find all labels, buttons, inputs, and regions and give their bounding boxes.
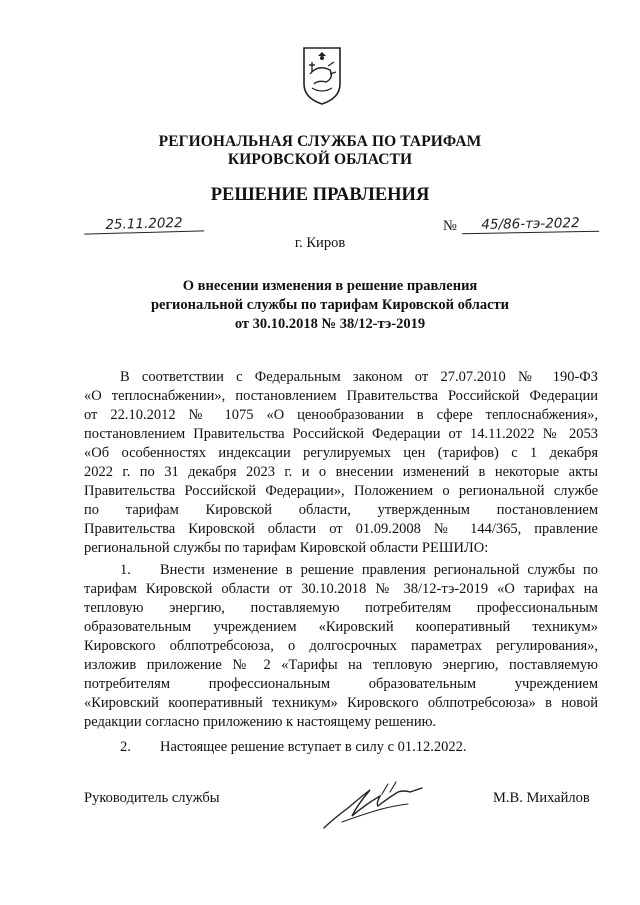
paragraph-line: Правительства Кировской области от 01.09.2008 № 144/365, правление [84, 521, 598, 537]
city: г. Киров [294, 235, 346, 251]
list-item-line: Настоящее решение вступает в силу с 01.12.2022. [160, 739, 467, 755]
list-item-line: Кировского облпотребсоюза, о долгосрочных параметрах регулирования», [84, 638, 598, 654]
signatory-name: М.В. Михайлов [493, 790, 590, 806]
list-item-line: потребителям профессиональным образовательным учреждением [84, 676, 598, 692]
paragraph-line: от 22.10.2012 № 1075 «О ценообразовании в сфере теплоснабжения», [84, 407, 598, 423]
paragraph-line: «Об особенностях индексации регулируемых цен (тарифов) с 1 декабря [84, 445, 598, 461]
paragraph-line: региональной службы по тарифам Кировской области РЕШИЛО: [84, 540, 489, 556]
number-sign: № [443, 218, 457, 234]
list-item-line: образовательным учреждением «Кировский кооперативный техникум» [84, 619, 598, 635]
title-line1: О внесении изменения в решение правления [182, 278, 478, 294]
paragraph-line: 2022 г. по 31 декабря 2023 г. и о внесении изменений в некоторые акты [84, 464, 598, 480]
handwritten-signature [318, 780, 428, 832]
paragraph-line: Правительства Российской Федерации», Положением о региональной службе [84, 483, 598, 499]
list-item-number: 1. [120, 562, 131, 578]
list-item-line: Внести изменение в решение правления региональной службы по [160, 562, 598, 578]
handwritten-date: 25.11.2022 [84, 214, 204, 234]
organization-name-line2: КИРОВСКОЙ ОБЛАСТИ [227, 151, 413, 168]
signatory-position: Руководитель службы [84, 790, 220, 806]
list-item-number: 2. [120, 739, 131, 755]
organization-name-line1: РЕГИОНАЛЬНАЯ СЛУЖБА ПО ТАРИФАМ [158, 133, 482, 150]
list-item-line: изложив приложение № 2 «Тарифы на тепловую энергию, поставляемую [84, 657, 598, 673]
paragraph-line: В соответствии с Федеральным законом от 27.07.2010 № 190-ФЗ [120, 369, 598, 385]
kirov-coat-of-arms-icon [300, 44, 344, 106]
list-item-line: редакции согласно приложению к настоящему решению. [84, 714, 437, 730]
paragraph-line: постановлением Правительства Российской Федерации от 14.11.2022 № 2053 [84, 426, 598, 442]
list-item-line: тепловую энергию, поставляемую потребителям профессиональным [84, 600, 598, 616]
title-line3: от 30.10.2018 № 38/12-тэ-2019 [234, 316, 426, 332]
document-type: РЕШЕНИЕ ПРАВЛЕНИЯ [210, 185, 430, 205]
paragraph-line: «О теплоснабжении», постановлением Правительства Российской Федерации [84, 388, 598, 404]
list-item-line: тарифам Кировской области от 30.10.2018 № 38/12-тэ-2019 «О тарифах на [84, 581, 598, 597]
handwritten-document-number: 45/86-тэ-2022 [462, 215, 599, 234]
list-item-line: «Кировский кооперативный техникум» Кировского облпотребсоюза» в новой [84, 695, 598, 711]
title-line2: региональной службы по тарифам Кировской области [150, 297, 510, 313]
paragraph-line: по тарифам Кировской области, утвержденным постановлением [84, 502, 598, 518]
